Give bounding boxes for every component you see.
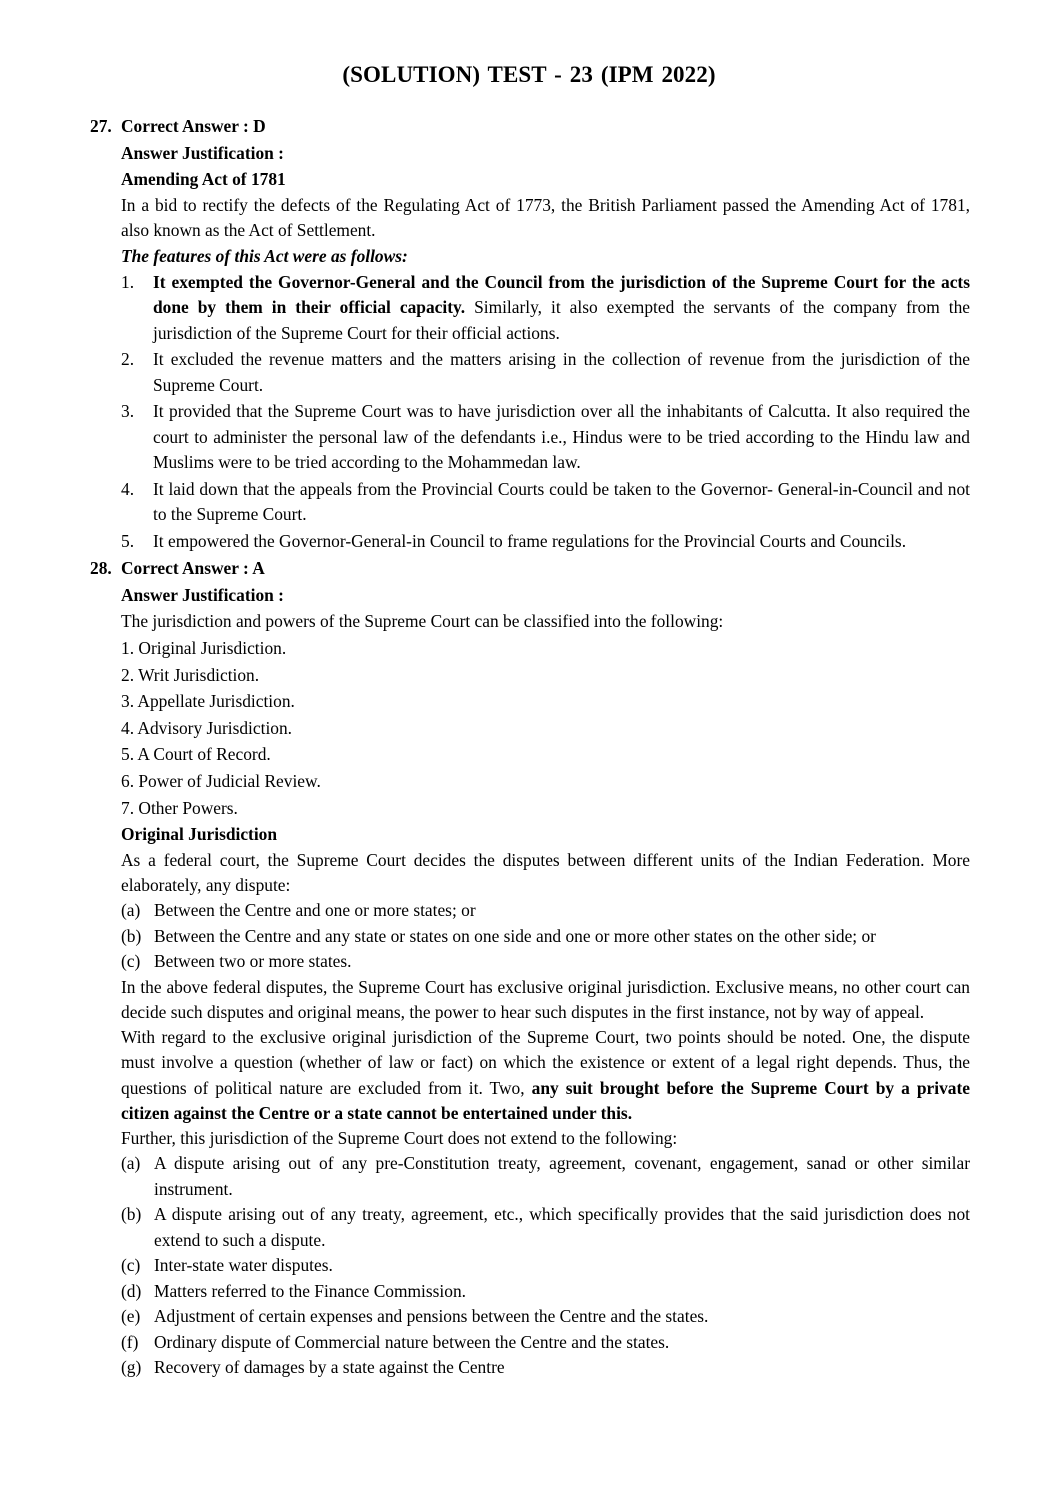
exclusion-item — [121, 1202, 970, 1253]
list-letter: (c) — [121, 951, 141, 972]
q28-justification-label: Answer Justification : — [121, 584, 284, 605]
list-letter: (g) — [121, 1357, 142, 1378]
dispute-item — [121, 898, 970, 924]
list-letter: (c) — [121, 1255, 141, 1276]
q27-feature-1 — [121, 270, 970, 347]
exclusion-item — [121, 1304, 970, 1330]
classification-item: 4. Advisory Jurisdiction. — [121, 717, 293, 738]
dispute-text: Between two or more states. — [154, 951, 352, 972]
q28-correct-answer: Correct Answer : A — [121, 558, 265, 579]
dispute-item — [121, 949, 970, 975]
q27-correct-answer: Correct Answer : D — [121, 116, 266, 136]
exclusion-item — [121, 1330, 970, 1356]
list-letter: (f) — [121, 1331, 139, 1352]
q27-intro: In a bid to rectify the defects of the Regulating Act of 1773, the British Parliament passed the Amending Act of 1781, also known as the Act of Settlement. — [121, 194, 970, 240]
exclusion-text: Adjustment of certain expenses and pensions between the Centre and the states. — [154, 1306, 709, 1327]
q27-feature-3 — [121, 399, 970, 476]
feature-text: It empowered the Governor-General-in Council to frame regulations for the Provincial Courts and Councils. — [153, 530, 907, 551]
list-number: 5. — [121, 530, 135, 551]
document-body — [90, 113, 970, 1381]
q27-feature-4 — [121, 477, 970, 528]
classification-item: 2. Writ Jurisdiction. — [121, 664, 260, 685]
feature-bold-text: It exempted the Governor-General and the Council from the jurisdiction of the Supreme Court for the acts done by them in their official capacity. — [153, 271, 970, 318]
list-number: 2. — [121, 349, 135, 370]
list-letter: (b) — [121, 925, 142, 946]
section-intro: As a federal court, the Supreme Court decides the disputes between different units of the Indian Federation. More elaborately, any dispute: — [121, 849, 970, 896]
two-points-paragraph — [121, 1025, 970, 1126]
exclusion-text: Recovery of damages by a state against the Centre — [154, 1357, 505, 1378]
exclusion-text: Ordinary dispute of Commercial nature between the Centre and the states. — [154, 1331, 670, 1352]
list-number: 3. — [121, 401, 135, 422]
exclusion-text: Matters referred to the Finance Commission. — [154, 1280, 466, 1301]
classification-item: 1. Original Jurisdiction. — [121, 638, 287, 659]
exclusive-jurisdiction-paragraph: In the above federal disputes, the Supreme Court has exclusive original jurisdiction. Exclusive means, no other court can decide such disputes and original means, the power to hear such disputes in the first instance, not by way of appeal. — [121, 976, 970, 1022]
paragraph-text: With regard to the exclusive original jurisdiction of the Supreme Court, two points should be noted. One, the dispute must involve a question (whether of law or fact) on which the existence or extent of a legal right depends. Thus, the questions of political nature are excluded from it. Two, — [121, 1027, 970, 1098]
q27-header — [90, 113, 970, 140]
exclusion-text: A dispute arising out of any pre-Constitution treaty, agreement, covenant, engagement, sanad or other similar instrument. — [154, 1153, 970, 1199]
list-letter: (e) — [121, 1306, 141, 1327]
exclusion-item — [121, 1279, 970, 1305]
q27-justification-label: Answer Justification : — [121, 142, 284, 163]
q27-number: 27. — [90, 116, 112, 136]
feature-text: It laid down that the appeals from the Provincial Courts could be taken to the Governor- General-in-Council and not to the Supreme Court. — [153, 478, 970, 525]
list-number: 4. — [121, 478, 135, 499]
dispute-text: Between the Centre and one or more states; or — [154, 900, 476, 921]
list-letter: (a) — [121, 1153, 141, 1174]
q28-intro: The jurisdiction and powers of the Supreme Court can be classified into the following: — [121, 611, 724, 632]
list-letter: (a) — [121, 900, 141, 921]
exclusion-item — [121, 1151, 970, 1202]
q28-header — [90, 555, 970, 582]
page-title: (SOLUTION) TEST - 23 (IPM 2022) — [342, 62, 716, 87]
list-letter: (b) — [121, 1204, 142, 1225]
exclusion-item — [121, 1253, 970, 1279]
classification-item: 3. Appellate Jurisdiction. — [121, 691, 295, 712]
q27-feature-2 — [121, 347, 970, 398]
exclusion-text: A dispute arising out of any treaty, agreement, etc., which specifically provides that the said jurisdiction does not extend to such a dispute. — [154, 1204, 970, 1250]
dispute-text: Between the Centre and any state or states on one side and one or more other states on the other side; or — [154, 925, 876, 946]
list-letter: (d) — [121, 1280, 142, 1301]
paragraph-bold-text: any suit brought before the Supreme Court by a private citizen against the Centre or a state cannot be entertained under this. — [121, 1077, 970, 1123]
dispute-item — [121, 924, 970, 950]
classification-item: 5. A Court of Record. — [121, 744, 271, 765]
q27-features-label: The features of this Act were as follows: — [121, 246, 408, 267]
classification-item: 6. Power of Judicial Review. — [121, 771, 321, 792]
exclusion-text: Inter-state water disputes. — [154, 1255, 333, 1276]
classification-item: 7. Other Powers. — [121, 797, 238, 818]
q28-number: 28. — [90, 558, 112, 579]
feature-text: It excluded the revenue matters and the matters arising in the collection of revenue from the jurisdiction of the Supreme Court. — [153, 349, 970, 395]
exclusion-item — [121, 1355, 970, 1381]
section-heading-original-jurisdiction: Original Jurisdiction — [121, 824, 278, 845]
list-number: 1. — [121, 271, 135, 292]
q27-feature-5 — [121, 529, 970, 555]
q27-heading: Amending Act of 1781 — [121, 169, 286, 190]
further-paragraph: Further, this jurisdiction of the Supreme Court does not extend to the following: — [121, 1127, 678, 1148]
feature-text: It provided that the Supreme Court was to have jurisdiction over all the inhabitants of Calcutta. It also required the court to administer the personal law of the defendants i.e., Hindus were to be tried according to the Hindu law and Muslims were to be tried according to the Mohammedan law. — [153, 401, 970, 473]
feature-text: Similarly, it also exempted the servants of the company from the jurisdiction of the Supreme Court for their official actions. — [153, 297, 970, 343]
